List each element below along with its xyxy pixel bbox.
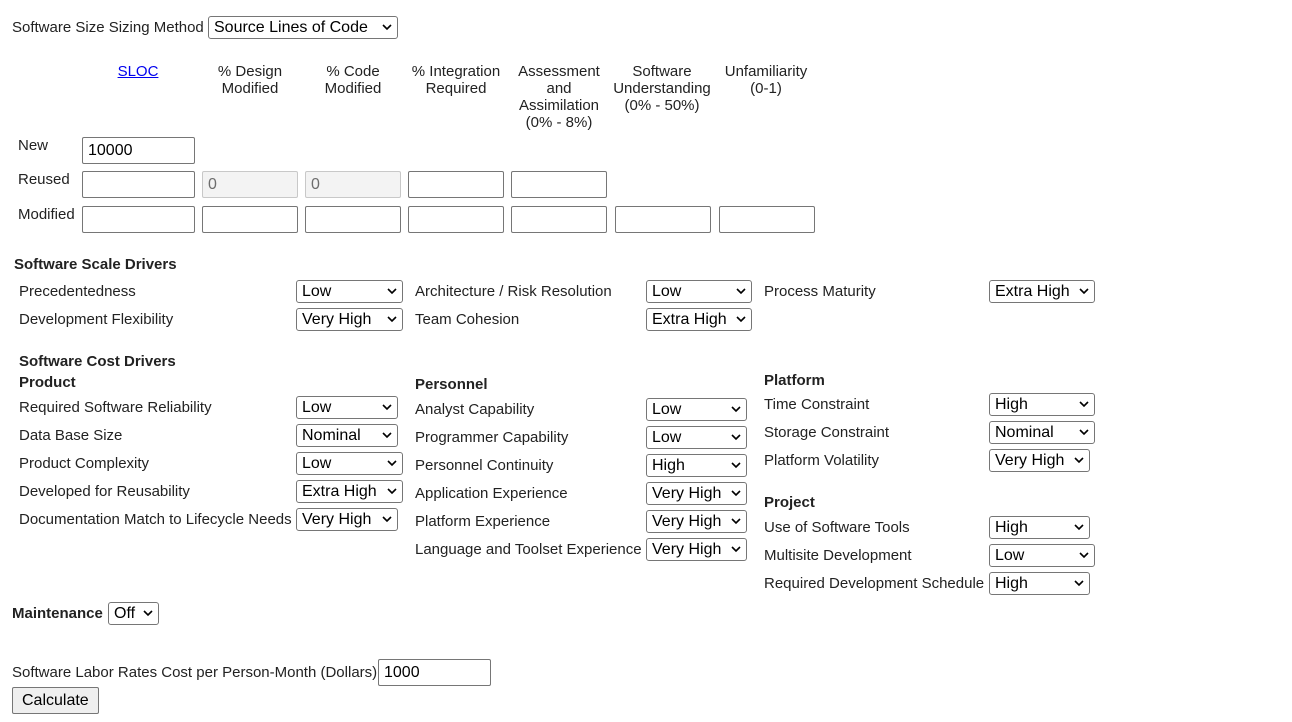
project-title: Project (764, 494, 815, 511)
platform-experience-label: Platform Experience (415, 513, 551, 530)
continuity-label: Personnel Continuity (415, 457, 554, 474)
documentation-select[interactable]: Very High (296, 508, 398, 531)
time-constraint-select[interactable]: High (989, 393, 1095, 416)
chevron-down-icon (387, 460, 397, 467)
reusability-label: Developed for Reusability (19, 483, 190, 500)
complexity-select[interactable]: Low (296, 452, 403, 475)
chevron-down-icon (731, 546, 741, 553)
multisite-label: Multisite Development (764, 547, 912, 564)
chevron-down-icon (731, 518, 741, 525)
sizing-method-label: Software Size Sizing Method (12, 19, 204, 36)
architecture-select[interactable]: Low (646, 280, 752, 303)
analyst-select[interactable]: Low (646, 398, 747, 421)
precedentedness-label: Precedentedness (19, 283, 136, 300)
time-constraint-label: Time Constraint (764, 396, 870, 413)
reused-assessment-input[interactable] (511, 171, 607, 198)
design-modified-header: % Design Modified (217, 63, 283, 97)
chevron-down-icon (382, 516, 392, 523)
tools-select[interactable]: High (989, 516, 1090, 539)
chevron-down-icon (387, 288, 397, 295)
code-modified-header: % Code Modified (324, 63, 382, 97)
maturity-select[interactable]: Extra High (989, 280, 1095, 303)
chevron-down-icon (382, 432, 392, 439)
flexibility-label: Development Flexibility (19, 311, 174, 328)
reused-design-input (202, 171, 298, 198)
language-label: Language and Toolset Experience (415, 541, 642, 558)
platform-experience-select[interactable]: Very High (646, 510, 747, 533)
schedule-select[interactable]: High (989, 572, 1090, 595)
sizing-method-select[interactable] (208, 16, 398, 39)
modified-integration-input[interactable] (408, 206, 504, 233)
tools-label: Use of Software Tools (764, 519, 910, 536)
chevron-down-icon (1079, 429, 1089, 436)
modified-code-input[interactable] (305, 206, 401, 233)
new-sloc-input[interactable] (82, 137, 195, 164)
chevron-down-icon (736, 316, 746, 323)
chevron-down-icon (1079, 288, 1089, 295)
labor-rate-label: Software Labor Rates Cost per Person-Month (Dollars) (12, 664, 378, 681)
reliability-select[interactable]: Low (296, 396, 398, 419)
chevron-down-icon (731, 462, 741, 469)
chevron-down-icon (731, 490, 741, 497)
precedentedness-select[interactable]: Low (296, 280, 403, 303)
maturity-label: Process Maturity (764, 283, 876, 300)
platform-title: Platform (764, 372, 825, 389)
modified-assessment-input[interactable] (511, 206, 607, 233)
programmer-label: Programmer Capability (415, 429, 569, 446)
scale-drivers-title: Software Scale Drivers (14, 256, 177, 273)
chevron-down-icon (731, 434, 741, 441)
architecture-label: Architecture / Risk Resolution (415, 283, 612, 300)
chevron-down-icon (731, 406, 741, 413)
application-select[interactable]: Very High (646, 482, 747, 505)
labor-rate-input[interactable] (378, 659, 491, 686)
modified-sloc-input[interactable] (82, 206, 195, 233)
modified-unfamiliarity-input[interactable] (719, 206, 815, 233)
row-label-modified: Modified (18, 206, 75, 223)
integration-required-header: % Integration Required (411, 63, 501, 97)
chevron-down-icon (387, 316, 397, 323)
programmer-select[interactable]: Low (646, 426, 747, 449)
flexibility-select[interactable]: Very High (296, 308, 403, 331)
schedule-label: Required Development Schedule (764, 575, 985, 592)
analyst-label: Analyst Capability (415, 401, 535, 418)
understanding-header: Software Understanding (0% - 50%) (613, 63, 711, 114)
modified-understanding-input[interactable] (615, 206, 711, 233)
chevron-down-icon (1079, 552, 1089, 559)
product-title: Product (19, 374, 76, 391)
maintenance-select[interactable]: Off (108, 602, 159, 625)
chevron-down-icon (1079, 401, 1089, 408)
calculate-button[interactable]: Calculate (12, 687, 99, 714)
database-select[interactable]: Nominal (296, 424, 398, 447)
reused-integration-input[interactable] (408, 171, 504, 198)
cohesion-select[interactable]: Extra High (646, 308, 752, 331)
chevron-down-icon (143, 610, 153, 617)
reliability-label: Required Software Reliability (19, 399, 212, 416)
reused-code-input (305, 171, 401, 198)
chevron-down-icon (1074, 524, 1084, 531)
volatility-label: Platform Volatility (764, 452, 880, 469)
volatility-select[interactable]: Very High (989, 449, 1090, 472)
maintenance-label: Maintenance (12, 605, 103, 622)
database-label: Data Base Size (19, 427, 123, 444)
reusability-select[interactable]: Extra High (296, 480, 403, 503)
cost-drivers-title: Software Cost Drivers (19, 353, 176, 370)
chevron-down-icon (736, 288, 746, 295)
sloc-header[interactable] (98, 63, 178, 80)
cohesion-label: Team Cohesion (415, 311, 520, 328)
storage-constraint-label: Storage Constraint (764, 424, 890, 441)
chevron-down-icon (1074, 580, 1084, 587)
chevron-down-icon (1074, 457, 1084, 464)
modified-design-input[interactable] (202, 206, 298, 233)
row-label-new: New (18, 137, 49, 154)
storage-constraint-select[interactable]: Nominal (989, 421, 1095, 444)
assessment-header: Assessment and Assimilation (0% - 8%) (518, 63, 600, 131)
continuity-select[interactable]: High (646, 454, 747, 477)
unfamiliarity-header: Unfamiliarity (0-1) (724, 63, 808, 97)
reused-sloc-input[interactable] (82, 171, 195, 198)
chevron-down-icon (382, 404, 392, 411)
sizing-method-value: Source Lines of Code (214, 19, 368, 36)
language-select[interactable]: Very High (646, 538, 747, 561)
row-label-reused: Reused (18, 171, 70, 188)
sloc-link[interactable]: SLOC (117, 63, 159, 80)
documentation-label: Documentation Match to Lifecycle Needs (19, 511, 292, 528)
application-label: Application Experience (415, 485, 568, 502)
multisite-select[interactable]: Low (989, 544, 1095, 567)
complexity-label: Product Complexity (19, 455, 150, 472)
personnel-title: Personnel (415, 376, 488, 393)
chevron-down-icon (387, 488, 397, 495)
chevron-down-icon (382, 24, 392, 31)
